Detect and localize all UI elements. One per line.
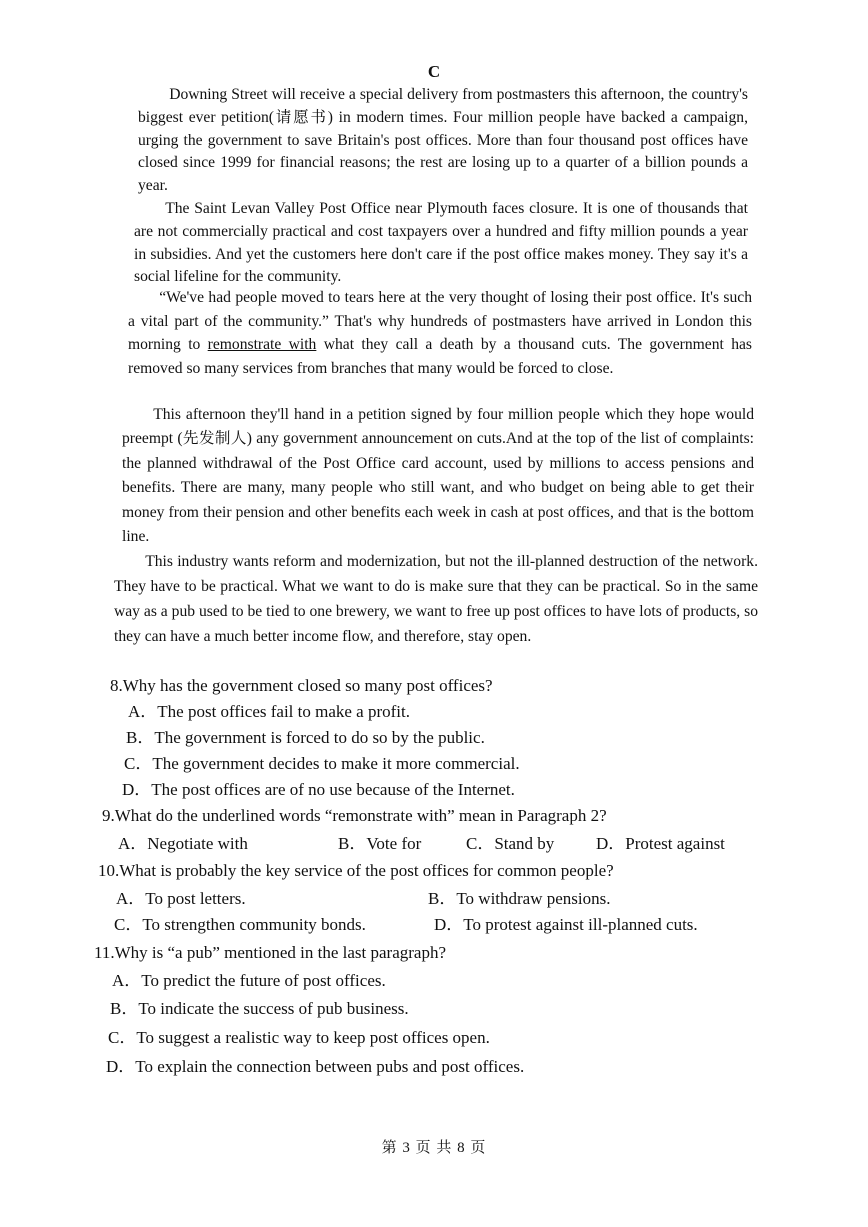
paragraph-3: [128, 286, 752, 380]
paragraph-5: This industry wants reform and modernization, but not the ill-planned destruction of the network. They have to be practical. What we want to do is make sure that they can be practical. So in the same way as a pub used to be tied to one brewery, we want to free up post offices to have lots of products, so they can have a much better income flow, and therefore, stay open.: [114, 553, 758, 645]
question-9-stem: 9.What do the underlined words “remonstrate with” mean in Paragraph 2?: [102, 806, 607, 825]
page-footer: 第 3 页 共 8 页: [381, 1140, 487, 1156]
question-9-option-b[interactable]: B．Vote for: [338, 834, 422, 853]
question-8-option-c[interactable]: C．The government decides to make it more commercial.: [124, 754, 520, 773]
question-8-option-a[interactable]: A．The post offices fail to make a profit.: [128, 702, 410, 721]
question-10-option-a[interactable]: A．To post letters.: [116, 889, 246, 908]
paragraph-4: This afternoon they'll hand in a petition signed by four million people which they hope would preempt (先发制人) any government announcement on cuts.And at the top of the list of complaints: the planned withdrawal of the Post Office card account, used by millions to access pensions and benefits. There are many, many people who still want, and who budget on being able to get their money from their pension and other benefits each week in cash at post offices, and that is the bottom line.: [122, 406, 754, 546]
question-11-option-d[interactable]: D．To explain the connection between pubs and post offices.: [106, 1057, 525, 1076]
question-11-option-c[interactable]: C．To suggest a realistic way to keep post offices open.: [108, 1028, 490, 1047]
question-9-option-c[interactable]: C．Stand by: [466, 834, 555, 853]
paragraph-3-text-before: “We've had people moved to tears here at the very thought of losing their post office. It's such a vital part of the community.” That's why hundreds of postmasters have arrived in London this morning to: [128, 289, 752, 354]
question-10-option-d[interactable]: D．To protest against ill-planned cuts.: [434, 915, 698, 934]
paragraph-2: The Saint Levan Valley Post Office near Plymouth faces closure. It is one of thousands that are not commercially practical and cost taxpayers over a hundred and fifty million pounds a year in subsidies. And yet the customers here don't care if the post office makes money. They say it's a social lifeline for the community.: [134, 200, 748, 286]
question-10-stem: 10.What is probably the key service of the post offices for common people?: [98, 861, 614, 880]
question-11-stem: 11.Why is “a pub” mentioned in the last paragraph?: [94, 943, 447, 962]
question-9-option-a[interactable]: A．Negotiate with: [118, 834, 248, 853]
question-10-option-b[interactable]: B．To withdraw pensions.: [428, 889, 611, 908]
question-8-option-b[interactable]: B．The government is forced to do so by the public.: [126, 728, 485, 747]
question-11-option-a[interactable]: A．To predict the future of post offices.: [112, 971, 386, 990]
section-letter: C: [427, 62, 441, 81]
question-8-stem: 8.Why has the government closed so many post offices?: [110, 676, 493, 695]
question-9-option-d[interactable]: D．Protest against: [596, 834, 725, 853]
paragraph-3-text-after: what they call a death by a thousand cuts. The government has removed so many services from branches that many would be forced to close.: [128, 336, 752, 377]
underlined-phrase: remonstrate with: [207, 336, 317, 354]
question-8-option-d[interactable]: D．The post offices are of no use because of the Internet.: [122, 780, 515, 799]
question-11-option-b[interactable]: B．To indicate the success of pub business.: [110, 999, 409, 1018]
question-10-option-c[interactable]: C．To strengthen community bonds.: [114, 915, 366, 934]
paragraph-1: Downing Street will receive a special delivery from postmasters this afternoon, the country's biggest ever petition(请愿书) in modern times. Four million people have backed a campaign, urging the government to save Britain's post offices. More than four thousand post offices have closed since 1999 for financial reasons; the rest are losing up to a quarter of a billion pounds a year.: [138, 86, 748, 195]
